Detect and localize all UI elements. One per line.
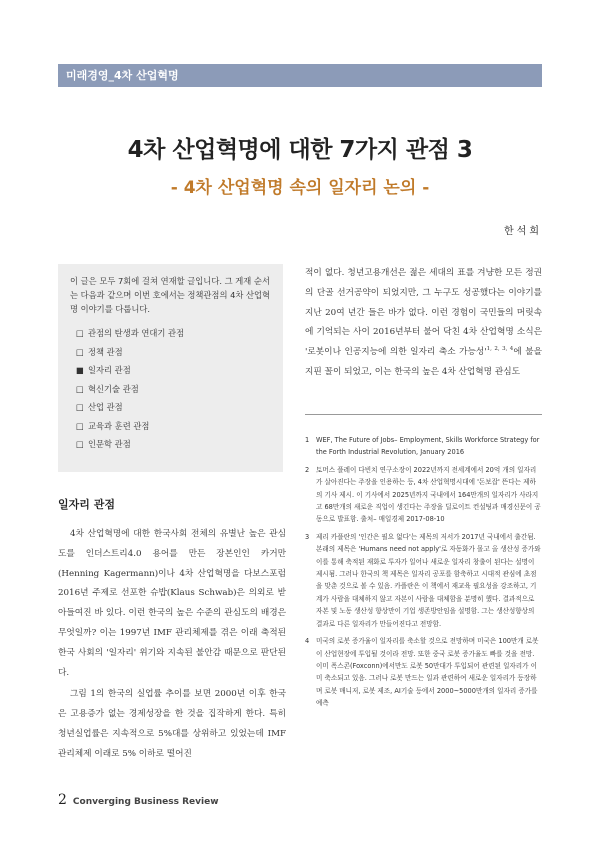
footnote — [305, 635, 542, 709]
section-heading: 일자리 관점 — [58, 498, 115, 511]
series-item — [76, 347, 271, 358]
body-paragraph — [305, 264, 542, 383]
footnote-text: 토머스 플레이 다빈치 연구소장이 2022년까지 전세계에서 20억 개의 일자리가 살아진다는 주장을 인용하는 등, 4차 산업혁명시대에 '돈보잡' 뜬다는 제하의 기사 제시. 이 기사에서 2025년까지 국내에서 164만개의 일자리가 사라지고 68만개의 새로운 직업이 생긴다는 주장을 딜로이트 컨설팅과 매경신문이 공동으로 발표함. 출처– 매일경제 2017-08-10 — [316, 465, 541, 524]
journal-name: Converging Business Review — [72, 797, 219, 807]
section-banner — [58, 64, 542, 87]
page-number: 2 — [58, 792, 67, 808]
footnote-text: 제리 카플란의 '인간은 필요 없다'는 제목의 저서가 2017년 국내에서 출간됨. 본래의 제목은 'Humans need not apply'로 자동화가 몰고 올 생산성 증가와 이를 통해 축적된 재화로 투자가 일어나 새로운 일자리 창출이 된다는 설명이 제시됨. 그러나 한국의 책 제목은 일자리 공포를 함축하고 시대적 관심에 초점을 맞춘 것으로 볼 수 있음. 카플란은 이 책에서 재교육 필요성을 강조하고, 기계가 사람을 대체하지 않고 자본이 사람을 대체함을 분명히 했다. 결과적으로 자본 및 노동 생산성 향상만이 기업 생존방안임을 설명함. 그는 생산성향상의 결과로 다른 일자리가 만들어진다고 전망함. — [316, 532, 541, 628]
checkbox-icon: □ — [76, 328, 84, 338]
body-column-right — [305, 264, 542, 383]
series-item-label: 산업 관점 — [88, 402, 123, 412]
intro-text: 이 글은 모두 7회에 걸쳐 연재할 글입니다. 그 게재 순서는 다음과 같으며 이번 호에서는 정책관점의 4차 산업혁명 이야기를 다룹니다. — [70, 276, 271, 314]
section-label: 미래경영_4차 산업혁명 — [66, 69, 179, 82]
footnote — [305, 531, 542, 630]
series-item-label: 관점의 탄생과 연대기 관점 — [88, 328, 185, 338]
series-item — [76, 421, 271, 432]
checkbox-icon: □ — [76, 439, 84, 449]
body-column-left — [58, 525, 286, 765]
checkbox-icon: □ — [76, 420, 84, 431]
footnote-text: WEF, The Future of Jobs– Employment, Skills Workforce Strategy for the Forth Industrial Revolution, January 2016 — [316, 436, 540, 457]
checkbox-filled-icon: ■ — [76, 365, 84, 375]
footnote-divider — [305, 414, 542, 415]
series-item — [76, 365, 271, 376]
article-title: 4차 산업혁명에 대한 7가지 관점 3 — [127, 137, 473, 163]
series-item-label: 일자리 관점 — [88, 365, 131, 375]
series-item-label: 혁신기술 관점 — [88, 383, 139, 394]
checkbox-icon: □ — [76, 383, 84, 394]
author-name: 한석희 — [504, 226, 542, 237]
checkbox-icon: □ — [76, 346, 84, 357]
series-list — [76, 328, 271, 450]
series-item-label: 정책 관점 — [88, 346, 123, 357]
series-item-label: 인문학 관점 — [88, 439, 131, 449]
footnotes — [305, 434, 542, 715]
series-intro-box — [58, 264, 283, 472]
series-item — [76, 439, 271, 450]
body-text: 에 불을 지핀 꼴이 되었고, 이는 한국의 높은 4차 산업혁명 관심도 — [305, 347, 542, 377]
footnote-reference: 1, 2, 3, 4 — [486, 346, 514, 353]
article-subtitle: - 4차 산업혁명 속의 일자리 논의 - — [170, 178, 430, 198]
footnote — [305, 464, 542, 526]
footnote-text: 미국의 로봇 증가율이 일자리를 축소할 것으로 전망하며 미국은 100만개 로봇이 산업현장에 투입될 것이라 전망. 또한 중국 로봇 증가율도 빠를 것을 전망. 이미 폭스콘(Foxconn)에서만도 로봇 50만대가 투입되어 관련된 일자리가 이미 축소되고 있음. 그러나 로봇 만드는 일과 관련하여 새로운 일자리가 등장하며 로봇 매니저, 로봇 제조, AI기술 등에서 2000~5000만개의 일자리 증가를 예측 — [316, 637, 539, 708]
footnote-number: 3 — [305, 532, 310, 541]
footnote-number: 4 — [305, 637, 310, 646]
body-paragraph: 4차 산업혁명에 대한 한국사회 전체의 유별난 높은 관심도를 인더스트리4.0 용어를 만든 장본인인 카거만(Henning Kagermann)이나 4차 산업혁명을 다보스포럼 2016년 주제로 선포한 슈밥(Klaus Schwab)은 의외로 받아들여진 바 있다. 이런 한국의 높은 수준의 관심도의 배경은 무엇일까? 이는 1997년 IMF 관리체제를 겪은 이래 축적된 한국 사회의 '일자리' 위기와 지속된 불안감 때문으로 판단된다. — [58, 529, 286, 678]
series-item-label: 교육과 훈련 관점 — [88, 420, 150, 431]
body-text: 적이 없다. 청년고용개선은 젊은 세대의 표를 겨냥한 모든 정권의 단골 선거공약이 되었지만, 그 누구도 성공했다는 이야기를 지난 20여 년간 들은 바가 없다. 이런 경험이 국민들의 머릿속에 기억되는 사이 2016년부터 불어 닥친 4차 산업혁명 소식은 '로봇이나 인공지능에 의한 일자리 축소 가능성' — [305, 268, 542, 358]
footnote-number: 1 — [305, 436, 310, 444]
series-item — [76, 384, 271, 395]
checkbox-icon: □ — [76, 402, 84, 412]
page-footer — [58, 792, 219, 808]
series-item — [76, 328, 271, 339]
body-paragraph: 그림 1의 한국의 실업률 추이를 보면 2000년 이후 한국은 고용증가 없는 경제성장을 한 것을 집작하게 한다. 특히 청년실업률은 지속적으로 5%대를 상위하고 있었는데 IMF 관리체제 이래로 5% 이하로 떨어진 — [58, 689, 286, 759]
footnote — [305, 434, 542, 459]
series-item — [76, 402, 271, 413]
footnote-number: 2 — [305, 465, 310, 474]
